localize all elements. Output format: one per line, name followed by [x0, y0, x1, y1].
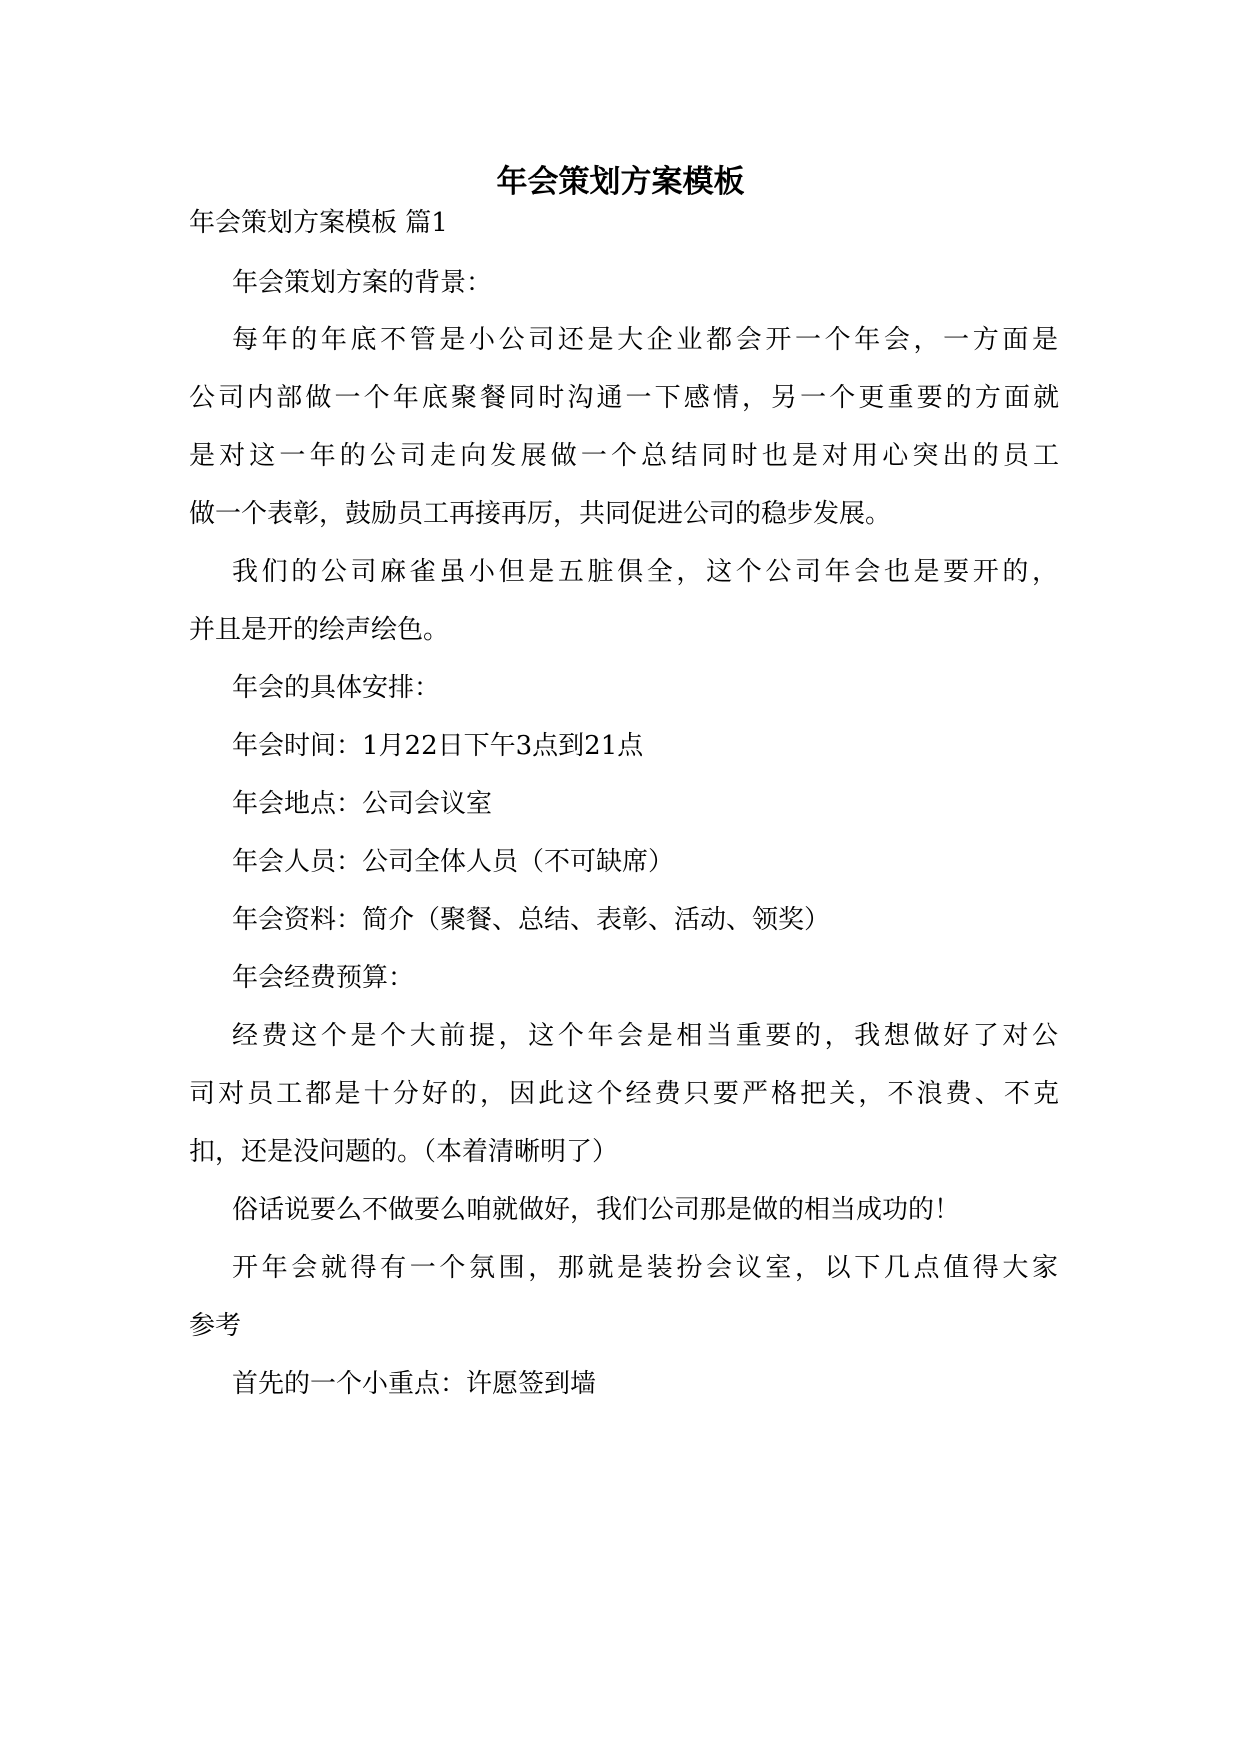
paragraph-line: 年会的具体安排： — [232, 673, 441, 703]
paragraph-line: 并且是开的绘声绘色。 — [189, 615, 450, 645]
paragraph-line: 每年的年底不管是小公司还是大企业都会开一个年会，一方面是 — [232, 325, 1058, 355]
paragraph-line: 我们的公司麻雀虽小但是五脏俱全，这个公司年会也是要开的， — [232, 557, 1058, 587]
paragraph-line: 开年会就得有一个氛围，那就是装扮会议室，以下几点值得大家 — [232, 1253, 1058, 1283]
paragraph-line: 公司内部做一个年底聚餐同时沟通一下感情，另一个更重要的方面就 — [189, 383, 1059, 413]
paragraph-line: 年会资料：简介（聚餐、总结、表彰、活动、领奖） — [232, 905, 831, 935]
paragraph-line: 扣，还是没问题的。（本着清晰明了） — [189, 1137, 619, 1167]
paragraph-line: 俗话说要么不做要么咱就做好，我们公司那是做的相当成功的！ — [232, 1195, 961, 1225]
paragraph-line: 做一个表彰，鼓励员工再接再厉，共同促进公司的稳步发展。 — [189, 499, 892, 529]
section-heading: 年会策划方案模板 篇1 — [189, 208, 448, 238]
paragraph-line: 年会地点：公司会议室 — [232, 789, 493, 819]
paragraph-line: 年会时间：1月22日下午3点到21点 — [232, 731, 644, 761]
paragraph-line: 年会策划方案的背景： — [232, 268, 493, 298]
paragraph-line: 年会人员：公司全体人员（不可缺席） — [232, 847, 675, 877]
paragraph-line: 参考 — [189, 1311, 242, 1341]
document-title: 年会策划方案模板 — [496, 164, 745, 200]
paragraph-line: 经费这个是个大前提，这个年会是相当重要的，我想做好了对公 — [232, 1021, 1058, 1051]
paragraph-line: 司对员工都是十分好的，因此这个经费只要严格把关，不浪费、不克 — [189, 1079, 1059, 1109]
paragraph-line: 首先的一个小重点：许愿签到墙 — [232, 1369, 597, 1399]
paragraph-line: 年会经费预算： — [232, 963, 415, 993]
paragraph-line: 是对这一年的公司走向发展做一个总结同时也是对用心突出的员工 — [189, 441, 1059, 471]
